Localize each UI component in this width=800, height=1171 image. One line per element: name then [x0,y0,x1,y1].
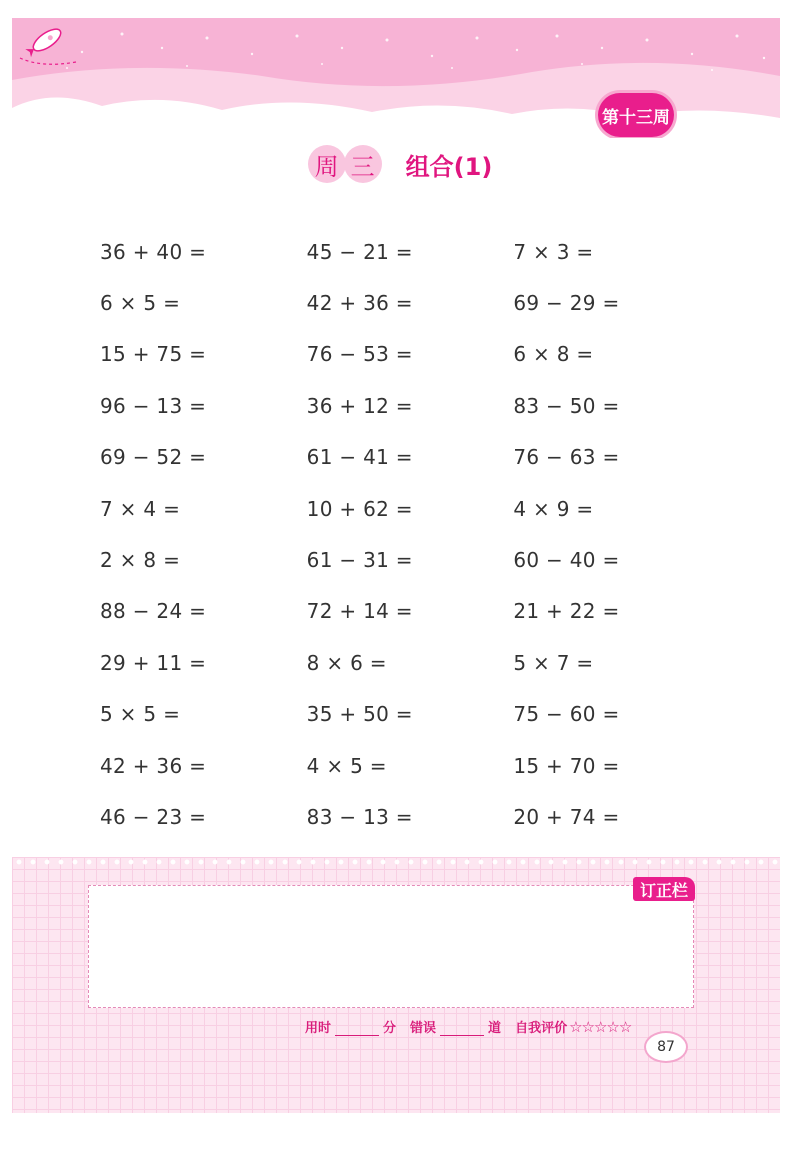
math-problem: 5 × 7 = [513,650,594,675]
problem-row [100,277,720,328]
notebook-holes [12,857,780,867]
math-problem: 76 − 63 = [513,445,620,470]
problem-row [100,483,720,534]
problem-row [100,534,720,585]
math-problem: 69 − 52 = [100,445,207,470]
math-problem: 35 + 50 = [306,702,413,727]
math-problem: 10 + 62 = [306,496,413,521]
math-problem: 5 × 5 = [100,702,181,727]
math-problem: 96 − 13 = [100,393,207,418]
day-of-week [308,145,382,183]
math-problem: 60 − 40 = [513,548,620,573]
page-number: 87 [644,1031,688,1063]
math-problem: 46 − 23 = [100,804,207,829]
math-problem: 36 + 12 = [306,393,413,418]
problem-row [100,432,720,483]
math-problem: 42 + 36 = [100,753,207,778]
problem-row [100,791,720,842]
math-problem: 61 − 31 = [306,548,413,573]
math-problem: 6 × 8 = [513,342,594,367]
problem-row [100,226,720,277]
math-problem: 8 × 6 = [306,650,387,675]
problem-row [100,740,720,791]
math-problem: 7 × 4 = [100,496,181,521]
math-problem: 29 + 11 = [100,650,207,675]
minute-unit: 分 [383,1021,397,1036]
math-problem: 36 + 40 = [100,239,207,264]
problem-grid [100,226,720,843]
correction-box[interactable] [88,885,694,1008]
problem-row [100,637,720,688]
math-problem: 4 × 5 = [306,753,387,778]
math-problem: 42 + 36 = [306,291,413,316]
math-problem: 72 + 14 = [306,599,413,624]
math-problem: 75 − 60 = [513,702,620,727]
topic-title: 组合(1) [405,152,493,181]
time-blank[interactable] [335,1023,379,1036]
math-problem: 88 − 24 = [100,599,207,624]
rocket-icon [12,18,82,74]
math-problem: 15 + 70 = [513,753,620,778]
star-rating[interactable]: ☆☆☆☆☆ [569,1018,632,1036]
time-label: 用时 [305,1021,332,1036]
error-blank[interactable] [440,1023,484,1036]
error-label: 错误 [410,1021,437,1036]
week-badge: 第十三周 [598,93,674,137]
correction-section [12,857,780,1113]
header-banner [12,18,780,138]
math-problem: 21 + 22 = [513,599,620,624]
math-problem: 15 + 75 = [100,342,207,367]
math-problem: 4 × 9 = [513,496,594,521]
self-assessment [305,1017,631,1036]
problem-row [100,586,720,637]
math-problem: 83 − 13 = [306,804,413,829]
math-problem: 7 × 3 = [513,239,594,264]
page-title [0,142,800,186]
math-problem: 2 × 8 = [100,548,181,573]
math-problem: 83 − 50 = [513,393,620,418]
math-problem: 45 − 21 = [306,239,413,264]
math-problem: 20 + 74 = [513,804,620,829]
self-eval-label: 自我评价 [515,1021,568,1036]
problem-row [100,329,720,380]
math-problem: 76 − 53 = [306,342,413,367]
day-char: 三 [344,145,382,183]
math-problem: 6 × 5 = [100,291,181,316]
question-unit: 道 [488,1021,502,1036]
problem-row [100,689,720,740]
correction-label: 订正栏 [633,877,695,901]
problem-row [100,380,720,431]
math-problem: 69 − 29 = [513,291,620,316]
math-problem: 61 − 41 = [306,445,413,470]
day-char: 周 [308,145,346,183]
